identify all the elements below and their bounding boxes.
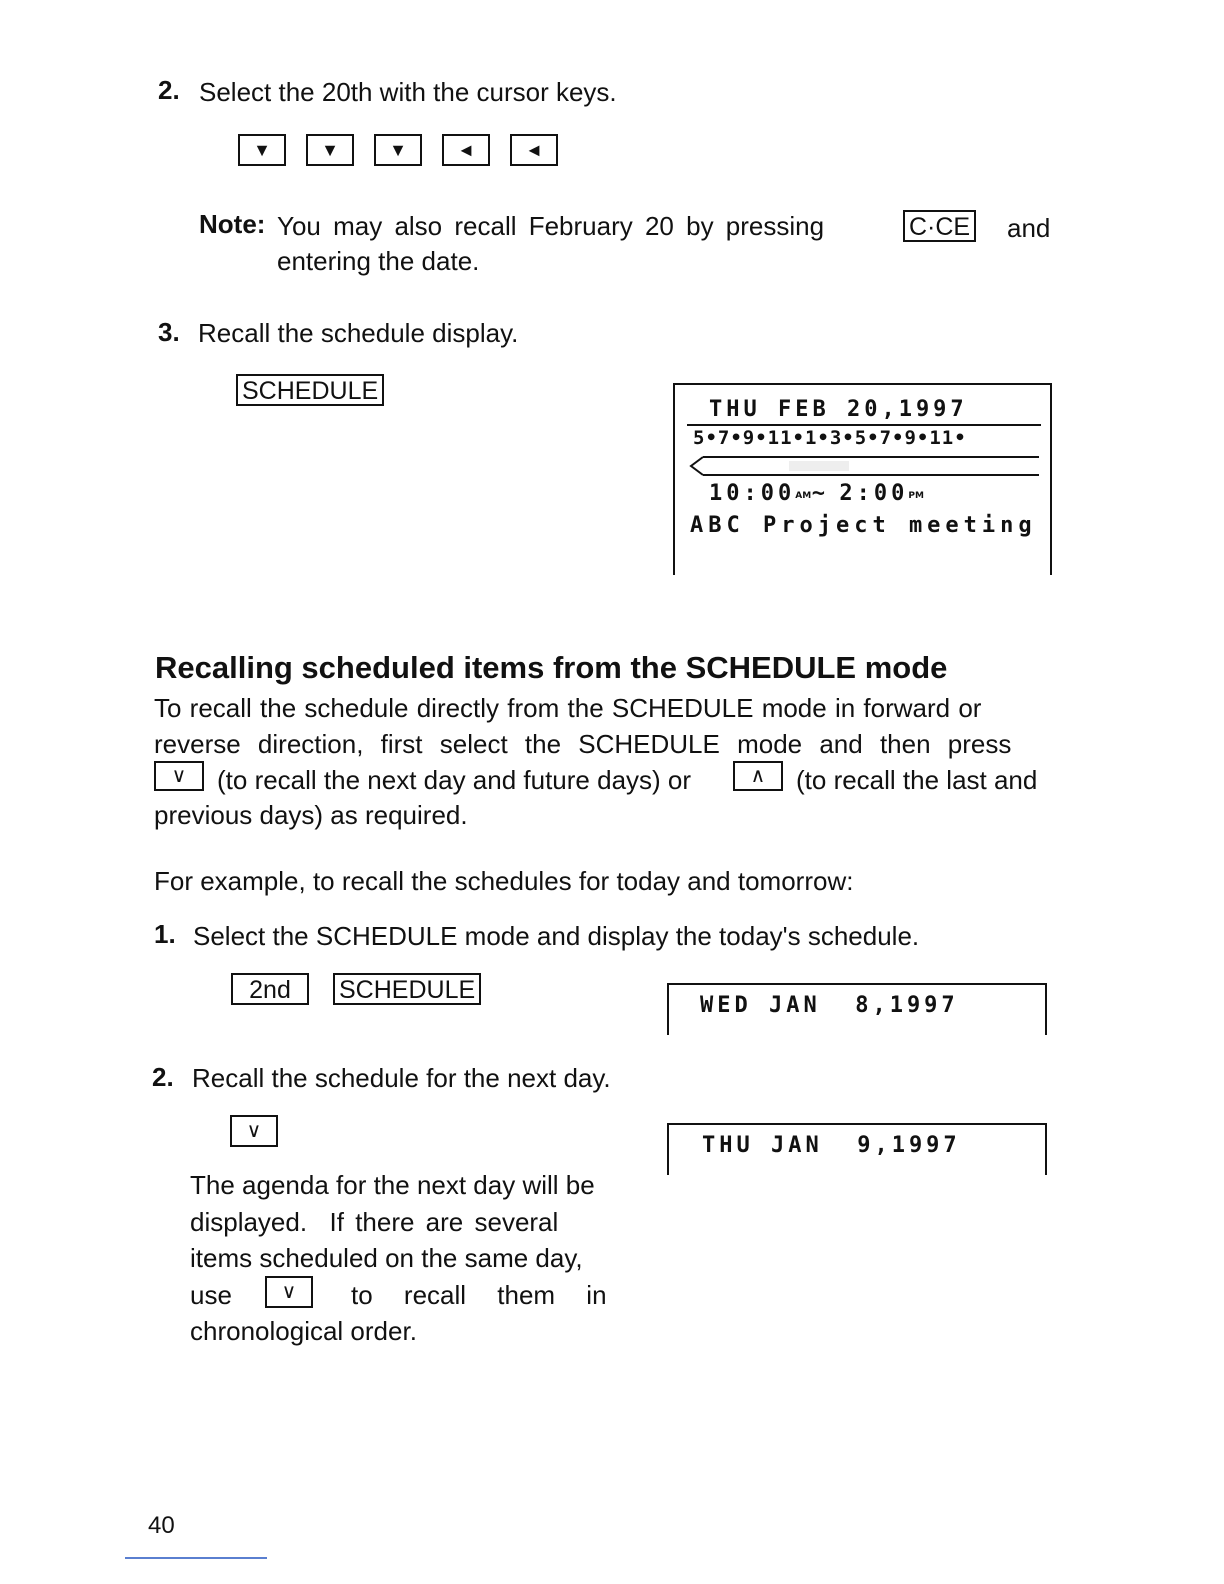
step-text: Select the 20th with the cursor keys.	[199, 77, 617, 107]
lcd-date: THU JAN 9,1997	[702, 1133, 961, 1158]
down-arrow-key: ▼	[238, 134, 286, 166]
step-number: 1.	[154, 919, 176, 949]
lcd-time-sep: ~	[811, 481, 825, 506]
down-arrow-key: ▼	[306, 134, 354, 166]
step-number: 3.	[158, 317, 180, 347]
down-key: ∨	[230, 1115, 278, 1147]
paragraph-line: (to recall the last and	[796, 765, 1038, 795]
down-key: ∨	[154, 761, 204, 791]
note-text: You may also recall February 20 by pressing	[277, 211, 825, 241]
note-text-line2: entering the date.	[277, 246, 480, 276]
step-text: Recall the schedule for the next day.	[192, 1063, 611, 1093]
step-number: 2.	[158, 75, 180, 105]
example-text: For example, to recall the schedules for today and tomorrow:	[154, 866, 854, 896]
agenda-line: The agenda for the next day will be	[190, 1170, 595, 1200]
lcd-display	[667, 983, 1047, 1035]
page-number: 40	[148, 1512, 175, 1539]
lcd-pm-indicator: PM	[908, 490, 924, 501]
2nd-key: 2nd	[231, 973, 309, 1005]
lcd-event: ABC Project meeting	[690, 513, 1037, 538]
page-underline	[125, 1557, 267, 1559]
agenda-line: items scheduled on the same day,	[190, 1243, 583, 1273]
paragraph-line: (to recall the next day and future days) or	[217, 765, 692, 795]
step-number: 2.	[152, 1062, 174, 1092]
lcd-time-range	[709, 481, 924, 506]
lcd-display	[667, 1123, 1047, 1175]
lcd-display	[673, 383, 1052, 575]
lcd-am-indicator: AM	[795, 490, 812, 501]
c-ce-key: C·CE	[903, 210, 976, 242]
lcd-time-bar	[689, 453, 1041, 479]
agenda-line: displayed. If there are several	[190, 1207, 559, 1237]
note-label: Note:	[199, 209, 266, 239]
down-key: ∨	[265, 1276, 313, 1308]
left-arrow-key: ◄	[510, 134, 558, 166]
paragraph-line: reverse direction, first select the SCHEDULE mode and then press	[154, 729, 1012, 759]
left-arrow-key: ◄	[442, 134, 490, 166]
lcd-hour-scale: 5•7•9•11•1•3•5•7•9•11•	[693, 427, 967, 449]
step-text: Select the SCHEDULE mode and display the today's schedule.	[193, 921, 920, 951]
lcd-time-start: 10:00	[709, 481, 796, 506]
agenda-line: chronological order.	[190, 1316, 417, 1346]
down-arrow-key: ▼	[374, 134, 422, 166]
paragraph-line: previous days) as required.	[154, 800, 468, 830]
lcd-date: WED JAN 8,1997	[700, 993, 959, 1018]
note-text-after: and	[1007, 213, 1051, 243]
schedule-key: SCHEDULE	[236, 374, 384, 406]
up-key: ∧	[733, 761, 783, 791]
lcd-divider	[687, 424, 1041, 426]
lcd-time-end: 2:00	[839, 481, 909, 506]
agenda-line: to recall them in	[351, 1280, 607, 1310]
schedule-key: SCHEDULE	[333, 973, 481, 1005]
paragraph-line: To recall the schedule directly from the SCHEDULE mode in forward or	[154, 693, 982, 723]
agenda-line: use	[190, 1280, 232, 1310]
step-text: Recall the schedule display.	[198, 318, 519, 348]
section-heading: Recalling scheduled items from the SCHEDULE mode	[155, 650, 948, 685]
lcd-date: THU FEB 20,1997	[709, 397, 968, 422]
